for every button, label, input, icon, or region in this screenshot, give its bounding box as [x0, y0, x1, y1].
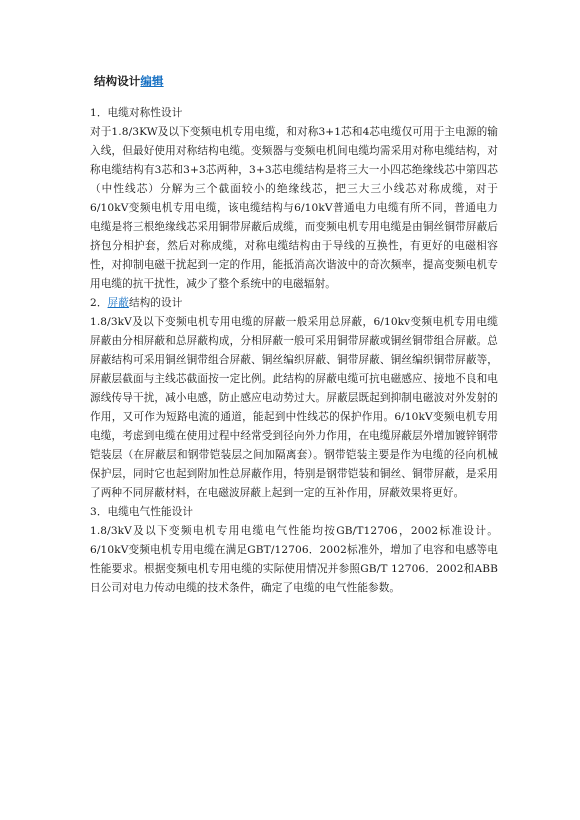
shielding-link[interactable]: 屏蔽	[107, 297, 129, 309]
paragraph-electrical: 1.8/3kV及以下变频电机专用电缆电气性能均按GB/T12706，2002标准设计。6/10kV变频电机专用电缆在满足GBT/12706．2002标准外，增加了电容和电感等电性能要求。根据变频电机专用电缆的实际使用情况并参照GB/T 12706．2002和ABB日公司对电力传动电缆的技术条件，确定了电缆的电气性能参数。	[90, 525, 498, 594]
heading-shielding	[90, 294, 498, 313]
section-title-text: 结构设计	[94, 74, 141, 88]
heading-symmetry: 1．电缆对称性设计	[90, 107, 183, 119]
heading-electrical: 3．电缆电气性能设计	[90, 506, 194, 518]
heading-shielding-suffix: 结构的设计	[128, 297, 183, 309]
document-body	[90, 72, 498, 598]
heading-shielding-prefix: 2．	[90, 297, 108, 309]
paragraph-shielding: 1.8/3kV及以下变频电机专用电缆的屏蔽一般采用总屏蔽，6/10kv变频电机专用电缆屏蔽由分相屏蔽和总屏蔽构成，分相屏蔽一般可采用铜带屏蔽或铜丝铜带组合屏蔽。总屏蔽结构可采用铜丝铜带组合屏蔽、铜丝编织屏蔽、铜带屏蔽、铜丝编织铜带屏蔽等，屏蔽层截面与主线芯截面按一定比例。此结构的屏蔽电缆可抗电磁感应、接地不良和电源线传导干扰，减小电感，防止感应电动势过大。屏蔽层既起到抑制电磁波对外发射的作用，又可作为短路电流的通道，能起到中性线芯的保护作用。6/10kV变频电机专用电缆，考虑到电缆在使用过程中经常受到径向外力作用，在电缆屏蔽层外增加镀锌钢带铠装层（在屏蔽层和钢带铠装层之间加隔离套）。钢带铠装主要是作为电缆的径向机械保护层，同时它也起到附加性总屏蔽作用，特别是钢带铠装和铜丝、铜带屏蔽，是采用了两种不同屏蔽材料，在电磁波屏蔽上起到一定的互补作用，屏蔽效果将更好。	[90, 316, 498, 499]
paragraph-symmetry: 对于1.8/3KW及以下变频电机专用电缆，和对称3+1芯和4芯电缆仅可用于主电源的输入线，但最好使用对称结构电缆。变频器与变频电机间电缆均需采用对称电缆结构，对称电缆结构有3芯和3+3芯两种，3+3芯电缆结构是将三大一小四芯绝缘线芯中第四芯（中性线芯）分解为三个截面较小的绝缘线芯，把三大三小线芯对称成缆，对于6/10kV变频电机专用电缆，该电缆结构与6/10kV普通电力电缆有所不同，普通电力电缆是将三根绝缘线芯采用铜带屏蔽后成缆，而变频电机专用电缆是由铜丝铜带屏蔽后挤包分相护套，然后对称成缆，对称电缆结构由于导线的互换性，有更好的电磁相容性，对抑制电磁干扰起到一定的作用，能抵消高次谐波中的奇次频率，提高变频电机专用电缆的抗干扰性，减少了整个系统中的电磁辐射。	[90, 126, 498, 290]
edit-link[interactable]: 编辑	[140, 74, 164, 88]
section-title	[94, 72, 498, 90]
